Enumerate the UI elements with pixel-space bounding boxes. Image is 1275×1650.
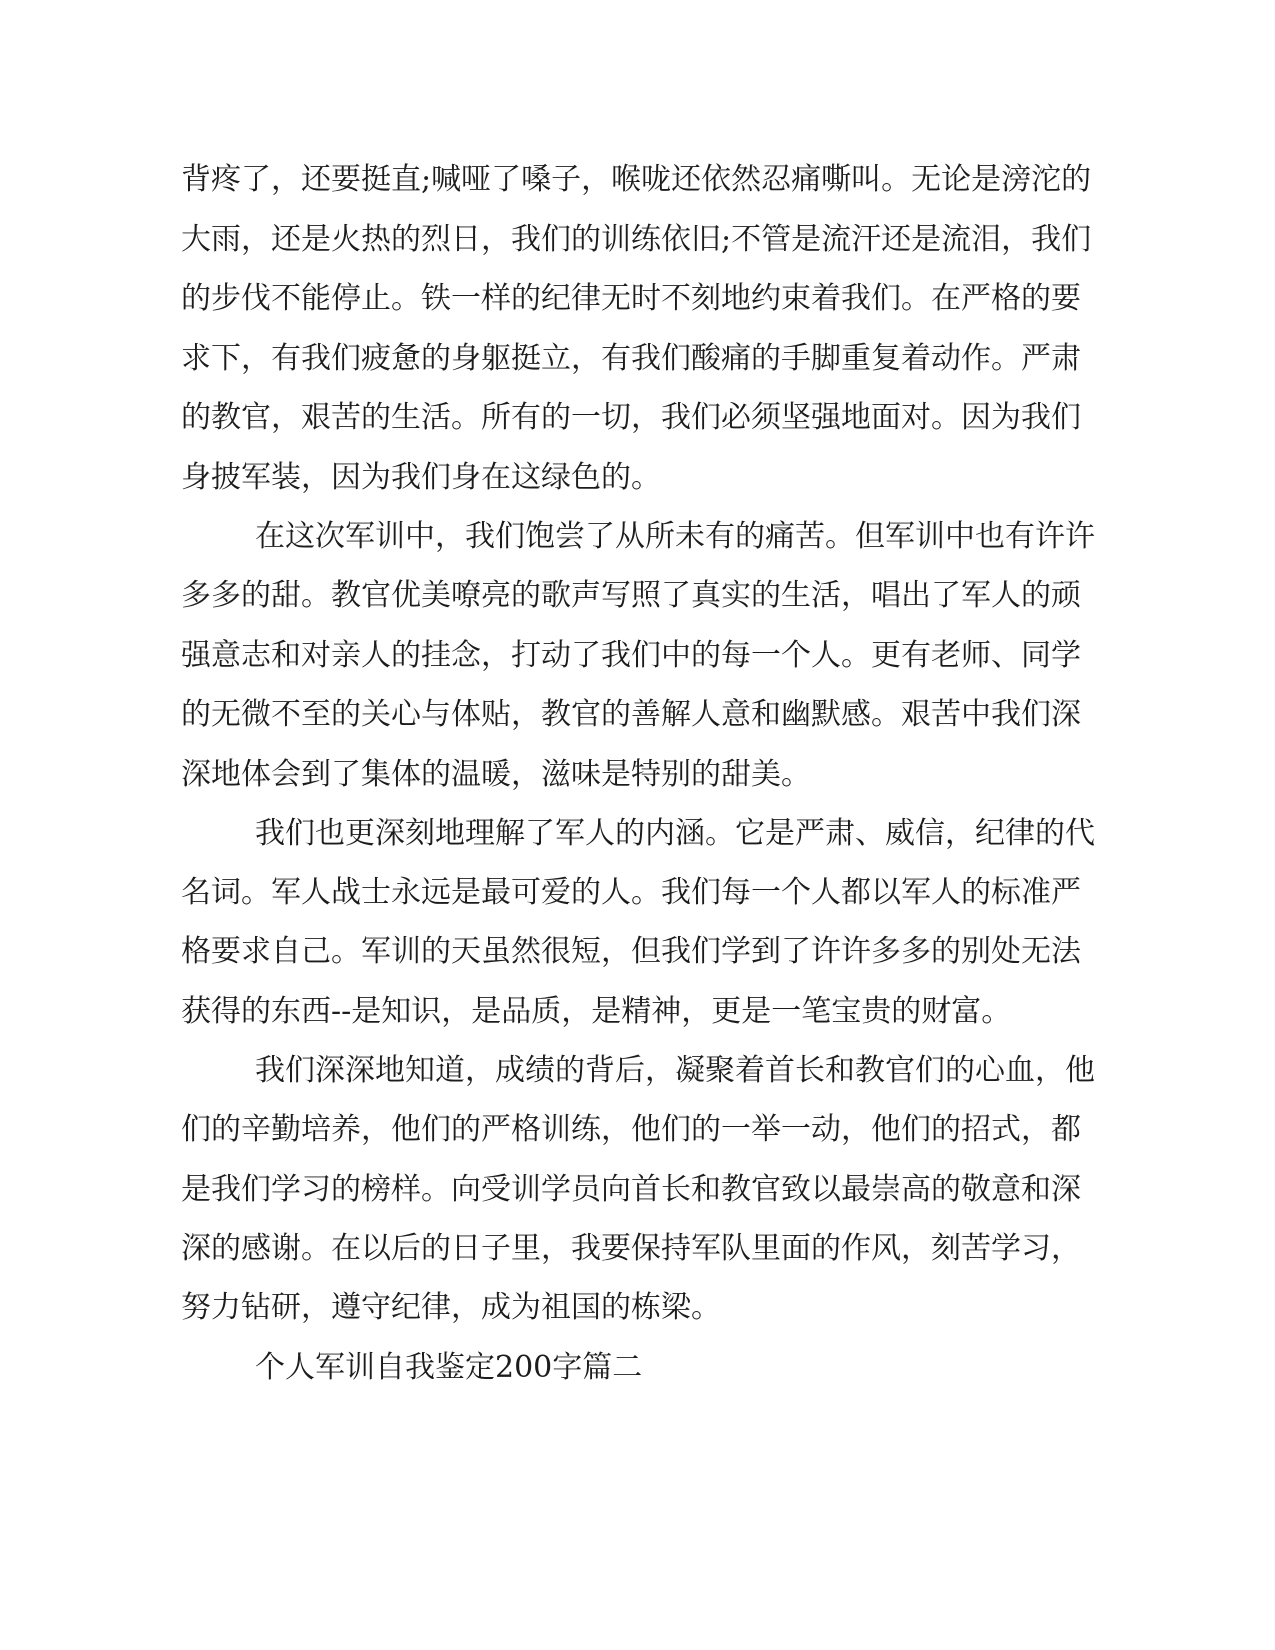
line-text: 名词。军人战士永远是最可爱的人。我们每一个人都以军人的标准严	[181, 875, 1081, 910]
line-text: 强意志和对亲人的挂念，打动了我们中的每一个人。更有老师、同学	[181, 638, 1081, 673]
text-line	[0, 279, 1275, 319]
text-line	[0, 1288, 1275, 1328]
line-text: 的步伐不能停止。铁一样的纪律无时不刻地约束着我们。在严格的要	[181, 281, 1081, 316]
text-line	[0, 576, 1275, 616]
text-line	[0, 517, 1275, 557]
line-text: 努力钻研，遵守纪律，成为祖国的栋梁。	[181, 1290, 721, 1325]
text-line	[0, 873, 1275, 913]
text-line	[0, 339, 1275, 379]
line-text: 求下，有我们疲惫的身躯挺立，有我们酸痛的手脚重复着动作。严肃	[181, 341, 1081, 376]
section-heading	[0, 1348, 1275, 1388]
line-text: 获得的东西--是知识，是品质，是精神，更是一笔宝贵的财富。	[181, 994, 1012, 1029]
text-line	[0, 1229, 1275, 1269]
line-text: 在这次军训中，我们饱尝了从所未有的痛苦。但军训中也有许许	[255, 519, 1095, 554]
line-text: 背疼了，还要挺直;喊哑了嗓子，喉咙还依然忍痛嘶叫。无论是滂沱的	[181, 162, 1092, 197]
text-line	[0, 220, 1275, 260]
line-text: 深地体会到了集体的温暖，滋味是特别的甜美。	[181, 757, 811, 792]
text-line	[0, 636, 1275, 676]
text-line	[0, 992, 1275, 1032]
line-text: 身披军装，因为我们身在这绿色的。	[181, 460, 661, 495]
line-text: 的无微不至的关心与体贴，教官的善解人意和幽默感。艰苦中我们深	[181, 697, 1081, 732]
line-text: 们的辛勤培养，他们的严格训练，他们的一举一动，他们的招式，都	[181, 1112, 1081, 1147]
text-line	[0, 695, 1275, 735]
line-text: 多多的甜。教官优美嘹亮的歌声写照了真实的生活，唱出了军人的顽	[181, 578, 1081, 613]
text-line	[0, 814, 1275, 854]
line-text: 大雨，还是火热的烈日，我们的训练依旧;不管是流汗还是流泪，我们	[181, 222, 1092, 257]
text-line	[0, 1051, 1275, 1091]
line-text: 深的感谢。在以后的日子里，我要保持军队里面的作风，刻苦学习，	[181, 1231, 1081, 1266]
text-line	[0, 458, 1275, 498]
text-line	[0, 932, 1275, 972]
line-text: 格要求自己。军训的天虽然很短，但我们学到了许许多多的别处无法	[181, 934, 1081, 969]
line-text: 是我们学习的榜样。向受训学员向首长和教官致以最崇高的敬意和深	[181, 1172, 1081, 1207]
text-line	[0, 398, 1275, 438]
text-line	[0, 755, 1275, 795]
line-text: 我们深深地知道，成绩的背后，凝聚着首长和教官们的心血，他	[255, 1053, 1095, 1088]
text-line	[0, 160, 1275, 200]
text-line	[0, 1170, 1275, 1210]
line-text: 的教官，艰苦的生活。所有的一切，我们必须坚强地面对。因为我们	[181, 400, 1081, 435]
section-heading-text: 个人军训自我鉴定200字篇二	[255, 1350, 643, 1385]
text-line	[0, 1110, 1275, 1150]
line-text: 我们也更深刻地理解了军人的内涵。它是严肃、威信，纪律的代	[255, 816, 1095, 851]
